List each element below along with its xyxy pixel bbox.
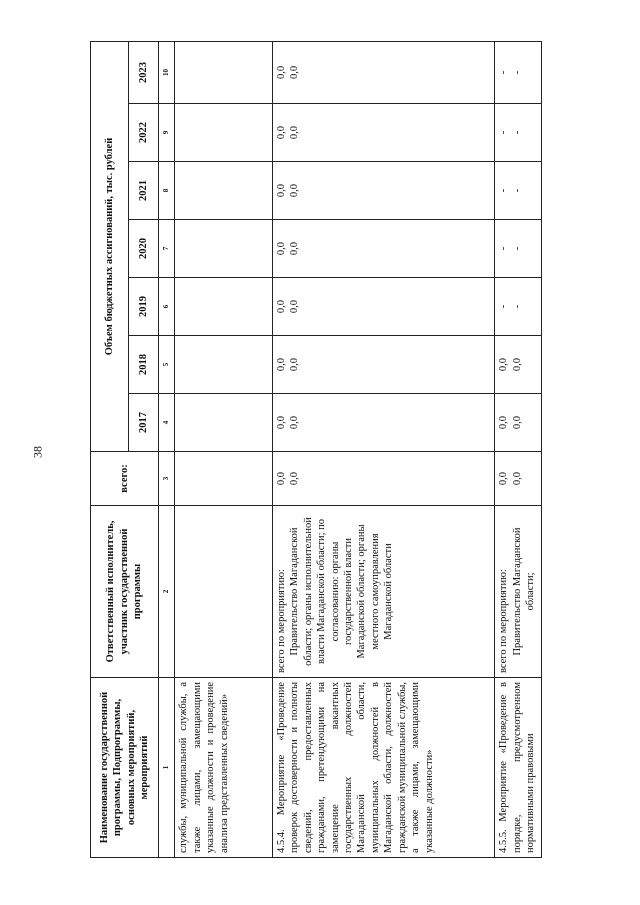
value-cell — [175, 394, 272, 452]
column-number: 7 — [159, 220, 175, 278]
table-row — [495, 41, 542, 857]
value: 0,0 — [289, 357, 301, 372]
value: 0,0 — [289, 471, 301, 486]
value-cell — [495, 41, 542, 103]
value-cell — [175, 104, 272, 162]
value: - — [511, 188, 523, 193]
responsible-total-label: всего по мероприятию: — [498, 569, 510, 673]
value: 0,0 — [275, 65, 287, 80]
header-total: всего: — [91, 452, 159, 506]
column-number: 2 — [159, 506, 175, 678]
value-cell — [272, 104, 495, 162]
value: - — [511, 304, 523, 309]
column-number: 4 — [159, 394, 175, 452]
value-cell — [175, 41, 272, 103]
value: 0,0 — [275, 241, 287, 256]
value-cell — [272, 278, 495, 336]
value: 0,0 — [275, 299, 287, 314]
value-cell — [175, 220, 272, 278]
value: - — [498, 246, 510, 251]
value: 0,0 — [498, 415, 510, 430]
responsible-cell — [175, 506, 272, 678]
value-cell — [495, 278, 542, 336]
value: - — [498, 70, 510, 75]
header-year: 2021 — [129, 162, 159, 220]
value-cell — [272, 220, 495, 278]
value: - — [498, 304, 510, 309]
header-year: 2022 — [129, 104, 159, 162]
responsible-cell — [272, 506, 495, 678]
value-cell — [175, 278, 272, 336]
value-cell — [175, 162, 272, 220]
responsible-executors: Правительство Магаданской области; органы исполнительной власти Магаданской области; по согласованию: органы государственной власти Магаданской области; органы местного самоуправления Магаданской области — [289, 517, 395, 666]
activity-name: службы, муниципальной службы, а также лицами, замещающими указанные должности и проведение анализа представленных сведений» — [175, 678, 272, 858]
column-number: 1 — [159, 678, 175, 858]
value: 0,0 — [289, 183, 301, 198]
value: 0,0 — [275, 415, 287, 430]
value: 0,0 — [275, 125, 287, 140]
column-number-row — [159, 41, 175, 857]
value-cell — [175, 452, 272, 506]
value-cell — [272, 162, 495, 220]
header-year: 2018 — [129, 336, 159, 394]
responsible-executors: Правительство Магаданской области; — [511, 527, 537, 656]
value: 0,0 — [275, 471, 287, 486]
value-cell — [272, 41, 495, 103]
column-number: 8 — [159, 162, 175, 220]
value: 0,0 — [289, 241, 301, 256]
header-year: 2017 — [129, 394, 159, 452]
column-number: 10 — [159, 41, 175, 103]
header-responsible: Ответственный исполнитель, участник государственной программы — [91, 506, 159, 678]
value: - — [498, 188, 510, 193]
value-cell — [495, 220, 542, 278]
header-name: Наименование государственной программы, Подпрограммы, основных мероприятий, мероприятий — [91, 678, 159, 858]
value: 0,0 — [511, 415, 523, 430]
activity-name: 4.5.5. Мероприятие «Проведение в порядке, предусмотренном нормативными правовыми — [495, 678, 542, 858]
value-cell — [272, 452, 495, 506]
value: 0,0 — [289, 125, 301, 140]
table-row — [175, 41, 272, 857]
value: 0,0 — [289, 65, 301, 80]
value-cell — [175, 336, 272, 394]
budget-table — [90, 41, 542, 858]
responsible-cell — [495, 506, 542, 678]
value: - — [511, 246, 523, 251]
header-year: 2020 — [129, 220, 159, 278]
column-number: 3 — [159, 452, 175, 506]
header-year: 2023 — [129, 41, 159, 103]
value-cell — [495, 452, 542, 506]
value: 0,0 — [511, 471, 523, 486]
column-number: 5 — [159, 336, 175, 394]
activity-name: 4.5.4. Мероприятие «Проведение проверок достоверности и полноты сведений, предоставленных гражданами, претендующими на замещение вакантных государственных должностей Магаданской области, муниципальных должностей в Магаданской области, должностей гражданской муниципальной службы, а также лицами, замещающими указанные должности» — [272, 678, 495, 858]
value: 0,0 — [498, 471, 510, 486]
rotated-table-container — [90, 42, 542, 858]
header-volume: Объем бюджетных ассигнований, тыс. рублей — [91, 41, 129, 451]
responsible-total-label: всего по мероприятию: — [275, 569, 287, 673]
value-cell — [495, 104, 542, 162]
value: 0,0 — [498, 357, 510, 372]
value: - — [498, 130, 510, 135]
value: - — [511, 70, 523, 75]
value-cell — [495, 394, 542, 452]
value-cell — [272, 336, 495, 394]
header-year: 2019 — [129, 278, 159, 336]
column-number: 6 — [159, 278, 175, 336]
value-cell — [495, 336, 542, 394]
value: 0,0 — [275, 357, 287, 372]
table-row — [272, 41, 495, 857]
value-cell — [495, 162, 542, 220]
page-number: 38 — [30, 446, 45, 458]
value: 0,0 — [289, 299, 301, 314]
value: 0,0 — [511, 357, 523, 372]
value: 0,0 — [289, 415, 301, 430]
column-number: 9 — [159, 104, 175, 162]
value: 0,0 — [275, 183, 287, 198]
value: - — [511, 130, 523, 135]
value-cell — [272, 394, 495, 452]
